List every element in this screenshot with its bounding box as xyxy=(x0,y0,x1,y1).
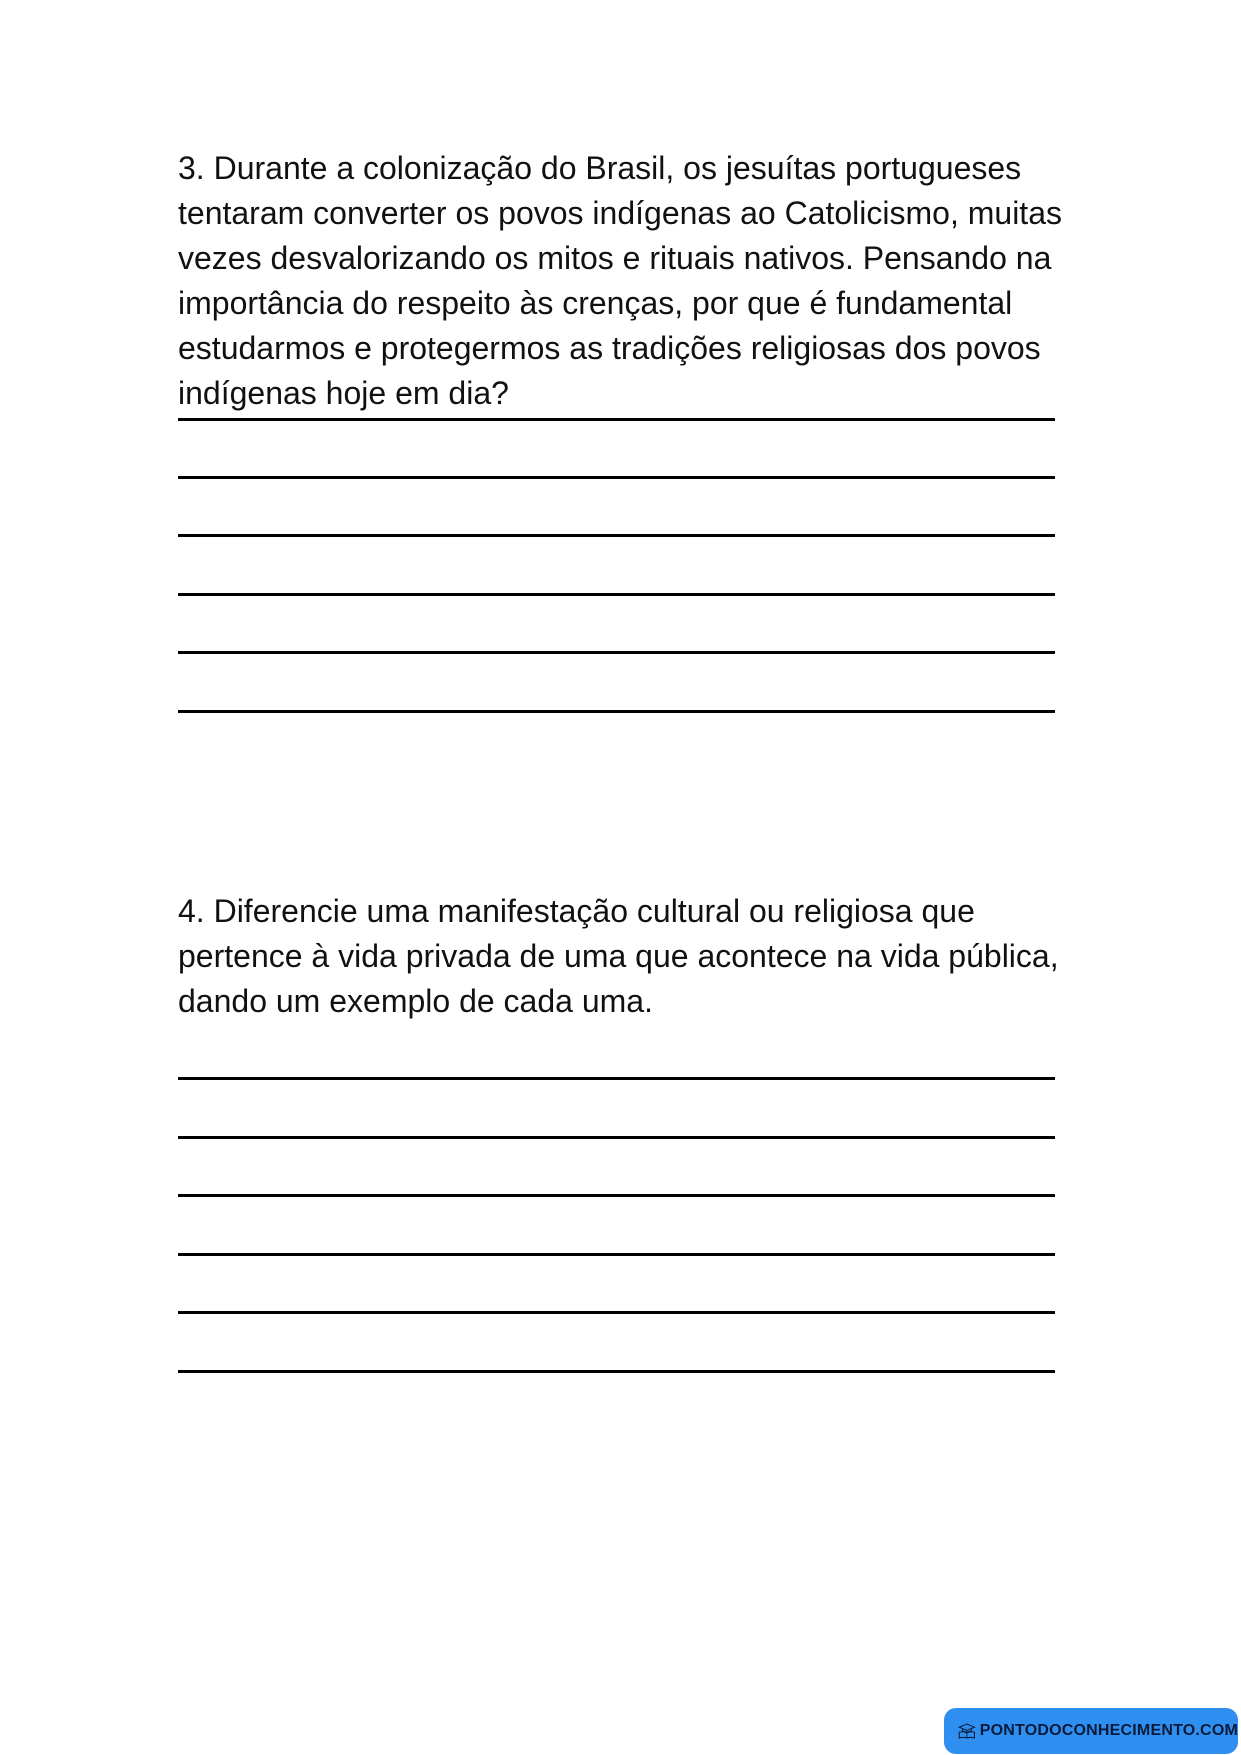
brand-badge[interactable] xyxy=(944,1708,1238,1754)
brand-label: PONTODOCONHECIMENTO.COM xyxy=(979,1722,1238,1739)
answer-line[interactable] xyxy=(178,476,1055,479)
answer-line[interactable] xyxy=(178,593,1055,596)
answer-line[interactable] xyxy=(178,418,1055,421)
answer-line[interactable] xyxy=(178,1194,1055,1197)
question-3-text: 3. Durante a colonização do Brasil, os jesuítas portugueses tentaram converter os povos indígenas ao Catolicismo, muitas vezes desvalorizando os mitos e rituais nativos. Pensando na importância do respeito às crenças, por que é fundamental estudarmos e protegermos as tradições religiosas dos povos indígenas hoje em dia? xyxy=(178,150,1062,411)
answer-line[interactable] xyxy=(178,1253,1055,1256)
answer-line[interactable] xyxy=(178,1136,1055,1139)
question-4-text: 4. Diferencie uma manifestação cultural ou religiosa que pertence à vida privada de uma que acontece na vida pública, dando um exemplo de cada uma. xyxy=(178,893,1059,1019)
answer-line[interactable] xyxy=(178,1311,1055,1314)
answer-line[interactable] xyxy=(178,651,1055,654)
graduation-book-icon xyxy=(958,1718,976,1744)
answer-line[interactable] xyxy=(178,1077,1055,1080)
answer-line[interactable] xyxy=(178,534,1055,537)
answer-line[interactable] xyxy=(178,710,1055,713)
answer-line[interactable] xyxy=(178,1370,1055,1373)
